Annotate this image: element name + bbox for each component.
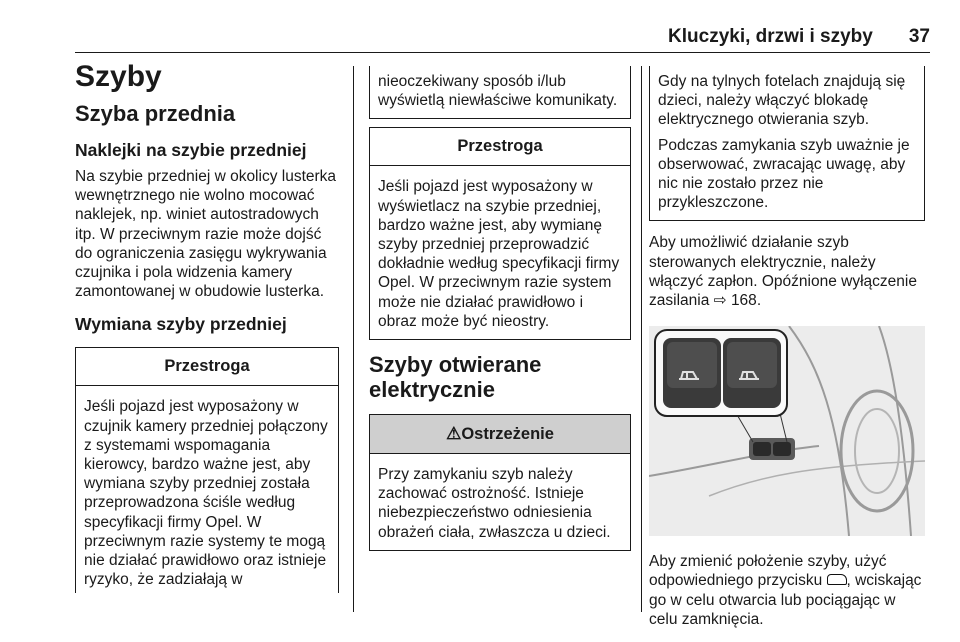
page-ref-arrow-icon: ⇨ [713,292,727,310]
warning-continued-text: Gdy na tylnych fotelach znajdują się dzieci, należy włączyć blokadę elektrycznego otwierania szyb. [658,73,906,129]
caution-box [75,347,339,593]
adjust-text-continued: , wciskając go w celu otwarcia lub pociągając w celu zamknięcia. [649,572,922,628]
caution-title: Przestroga [76,348,338,386]
column-divider [353,66,354,612]
ignition-paragraph: Aby umożliwić działanie szyb sterowanych elektrycznie, należy włączyć zapłon. Opóźnione wyłączenie zasilania ⇨ 168. [649,234,917,310]
subsection-heading: Wymiana szyby przedniej [75,314,287,335]
warning-continued-text: Podczas zamykania szyb uważnie je obserwować, zwracając uwagę, aby nic nie zostało przez nie przykleszczone. [658,136,910,212]
warning-title: Ostrzeżenie [461,425,554,444]
adjust-paragraph [649,552,925,629]
window-switch-icon [827,574,847,585]
warning-box [369,414,631,551]
warning-continuation [649,66,925,221]
section-heading: Szyba przednia [75,101,236,126]
page-number: 37 [908,26,930,47]
stickers-paragraph: Na szybie przedniej w okolicy lusterka wewnętrznego nie wolno mocować naklejek, np. winiet autostradowych itp. W przeciwnym razie może dojść do ograniczenia zasięgu wykrywania czujnika i pola widzenia kamery zamontowanej w obudowie lusterka. [75,168,337,301]
column-3 [649,66,925,629]
warning-icon: ⚠ [446,424,462,444]
column-2 [369,66,631,551]
caution-continuation [369,66,631,119]
subsection-heading: Naklejki na szybie przedniej [75,140,307,160]
page-ref-link[interactable]: 168 [730,292,757,310]
page-header [668,26,930,48]
caution-text: Jeśli pojazd jest wyposażony w wyświetlacz na szybie przedniej, bardzo ważne jest, aby wymianę szyby przedniej przeprowadzić dokładnie według specyfikacji firmy Opel. W przeciwnym razie system może nie działać prawidłowo i obraz może być nieostry. [378,178,620,330]
caution-title: Przestroga [370,128,630,166]
section-heading: Szyby otwierane elektrycznie [369,352,542,403]
caution-continued-text: nieoczekiwany sposób i/lub wyświetlą niewłaściwe komunikaty. [378,73,618,110]
chapter-title: Szyby [75,60,162,93]
adjust-text: Aby zmienić położenie szyby, użyć odpowiedniego przycisku [649,553,887,590]
caution-box [369,127,631,340]
warning-header [370,415,630,454]
column-divider [641,66,642,612]
caution-text: Jeśli pojazd jest wyposażony w czujnik kamery przedniej połączony z systemami wspomagania kierowcy, bardzo ważne jest, aby wymiana szyby przedniej została przeprowadzona ściśle według specyfikacji firmy Opel. W przeciwnym razie systemy te mogą nie działać prawidłowo oraz istnieje ryzyko, że zadziałają w [84,398,328,589]
section-title: Kluczyki, drzwi i szyby [668,26,873,47]
header-rule [75,52,930,53]
window-switch-illustration [649,326,925,536]
warning-text: Przy zamykaniu szyb należy zachować ostrożność. Istnieje niebezpieczeństwo odniesienia obrażeń ciała, zwłaszcza u dzieci. [378,466,611,541]
door-panel-drawing [649,326,925,536]
ignition-text: Aby umożliwić działanie szyb sterowanych elektrycznie, należy włączyć zapłon. Opóźnione wyłączenie zasilania [649,234,917,310]
column-1 [75,60,339,593]
